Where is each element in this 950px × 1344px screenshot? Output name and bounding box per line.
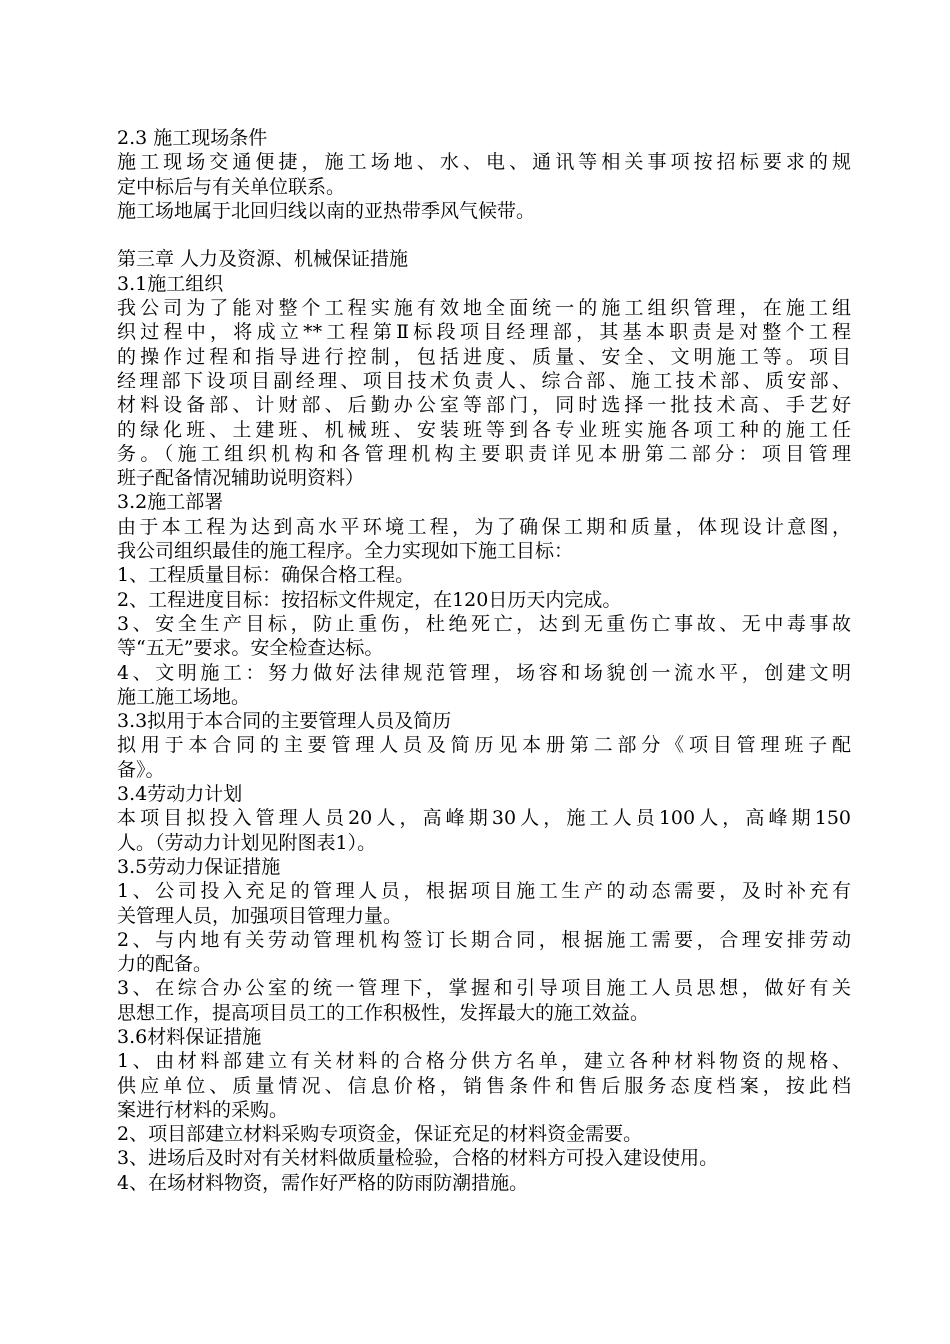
text-line: 我公司组织最佳的施工程序。全力实现如下施工目标： — [117, 540, 574, 563]
text-line: 经理部下设项目副经理、项目技术负责人、综合部、施工技术部、质安部、 — [117, 369, 851, 392]
text-line: 等“五无”要求。安全检查达标。 — [117, 637, 384, 660]
text-line: 拟用于本合同的主要管理人员及简历见本册第二部分《项目管理班子配 — [117, 734, 851, 757]
text-line: 关管理人员，加强项目管理力量。 — [117, 904, 403, 927]
text-line: 由于本工程为达到高水平环境工程，为了确保工期和质量，体现设计意图， — [117, 515, 851, 538]
text-line: 材料设备部、计财部、后勤办公室等部门，同时选择一批技术高、手艺好 — [117, 394, 851, 417]
text-line: 班子配备情况辅助说明资料） — [117, 467, 365, 490]
text-line: 3、进场后及时对有关材料做质量检验，合格的材料方可投入建设使用。 — [117, 1147, 719, 1170]
text-line: 力的配备。 — [117, 953, 213, 976]
text-line: 织过程中，将成立**工程第Ⅱ标段项目经理部，其基本职责是对整个工程 — [117, 321, 851, 344]
text-line: 务。（施工组织机构和各管理机构主要职责详见本册第二部分：项目管理 — [117, 442, 851, 465]
document-page — [117, 126, 851, 1195]
section-heading: 3.1施工组织 — [117, 272, 224, 295]
text-line: 施工施工场地。 — [117, 685, 251, 708]
text-line: 本项目拟投入管理人员20人，高峰期30人，施工人员100人，高峰期150 — [117, 807, 851, 830]
section-heading: 3.4劳动力计划 — [117, 783, 243, 806]
text-line: 备》。 — [117, 758, 165, 781]
text-line: 供应单位、质量情况、信息价格，销售条件和售后服务态度档案，按此档 — [117, 1074, 851, 1097]
blank-line — [117, 223, 851, 247]
text-line: 4、文明施工：努力做好法律规范管理，场容和场貌创一流水平，创建文明 — [117, 661, 851, 684]
text-line: 1、公司投入充足的管理人员，根据项目施工生产的动态需要，及时补充有 — [117, 880, 851, 903]
text-line: 施工现场交通便捷，施工场地、水、电、通讯等相关事项按招标要求的规 — [117, 151, 851, 174]
text-line: 3、在综合办公室的统一管理下，掌握和引导项目施工人员思想，做好有关 — [117, 977, 851, 1000]
text-line: 1、工程质量目标：确保合格工程。 — [117, 564, 415, 587]
text-line: 施工场地属于北回归线以南的亚热带季风气候带。 — [117, 199, 536, 222]
text-line: 2、项目部建立材料采购专项资金，保证充足的材料资金需要。 — [117, 1123, 643, 1146]
text-line: 2、与内地有关劳动管理机构签订长期合同，根据施工需要，合理安排劳动 — [117, 928, 851, 951]
section-heading: 第三章 人力及资源、机械保证措施 — [117, 248, 409, 271]
text-line: 的绿化班、土建班、机械班、安装班等到各专业班实施各项工种的施工任 — [117, 418, 851, 441]
text-line: 的操作过程和指导进行控制，包括进度、质量、安全、文明施工等。项目 — [117, 345, 851, 368]
section-heading: 3.5劳动力保证措施 — [117, 855, 281, 878]
text-line: 1、由材料部建立有关材料的合格分供方名单，建立各种材料物资的规格、 — [117, 1050, 851, 1073]
section-heading: 3.6材料保证措施 — [117, 1025, 262, 1048]
section-heading: 2.3 施工现场条件 — [117, 127, 268, 149]
section-heading: 3.3拟用于本合同的主要管理人员及简历 — [117, 710, 452, 733]
text-line: 思想工作，提高项目员工的工作积极性，发挥最大的施工效益。 — [117, 1001, 650, 1024]
text-line: 定中标后与有关单位联系。 — [117, 175, 346, 198]
section-heading: 3.2施工部署 — [117, 491, 224, 514]
text-line: 人。（劳动力计划见附图表1）。 — [117, 831, 377, 854]
text-line: 我公司为了能对整个工程实施有效地全面统一的施工组织管理，在施工组 — [117, 297, 851, 320]
text-line: 4、在场材料物资，需作好严格的防雨防潮措施。 — [117, 1171, 529, 1194]
text-line: 2、工程进度目标：按招标文件规定，在120日历天内完成。 — [117, 588, 622, 611]
text-line: 3、安全生产目标，防止重伤，杜绝死亡，达到无重伤亡事故、无中毒事故 — [117, 612, 851, 635]
text-line: 案进行材料的采购。 — [117, 1098, 289, 1121]
